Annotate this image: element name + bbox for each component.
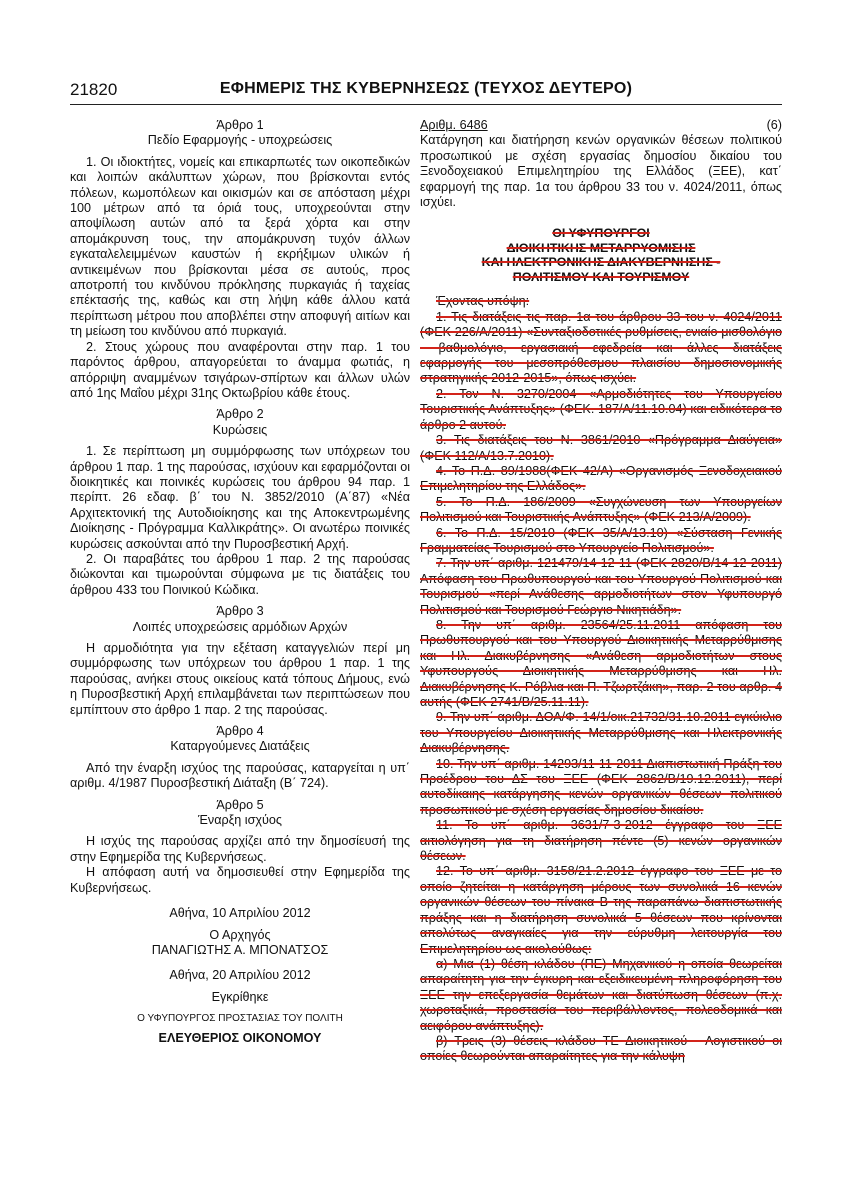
article-1-paragraph-2: 2. Στους χώρους που αναφέρονται στην παρ. 1 του παρόντος άρθρου, απαγορεύεται το άναμμα φωτιάς, η απόρριψη αναμμένων τσιγάρων-σπίρτων και άλλων υλών από 1ης Μαΐου μέχρι 31ης Οκτωβρίου κάθε έτους. xyxy=(70,339,410,400)
consideration-item: 4. Το Π.Δ. 89/1988(ΦΕΚ 42/Α) «Οργανισμός Ξενοδοχειακού Επιμελητηρίου της Ελλάδος». xyxy=(420,463,782,494)
article-4-paragraph-1: Από την έναρξη ισχύος της παρούσας, καταργείται η υπ΄ αριθμ. 4/1987 Πυροσβεστική Διάταξη (Β΄ 724). xyxy=(70,760,410,791)
consideration-item: 6. Το Π.Δ. 15/2010 (ΦΕΚ 35/Α/13.10) «Σύσταση Γενικής Γραμματείας Τουρισμού στο Υπουργείο Πολιτισμού». xyxy=(420,525,782,555)
article-2-label: Άρθρο 2 xyxy=(216,407,264,422)
consideration-item: 10. Την υπ΄ αριθμ. 14293/11-11-2011 Διαπιστωτική Πράξη του Προέδρου του ΔΣ του ΞΕΕ (ΦΕΚ 2862/Β/19.12.2011), περί αυτοδίκαιης κατάργησης κενών οργανικών θέσεων πολιτικού προσωπικού με σχέση εργασίας δημοσίου δικαίου. xyxy=(420,756,782,817)
minister-role: Ο ΥΦΥΠΟΥΡΓΟΣ ΠΡΟΣΤΑΣΙΑΣ ΤΟΥ ΠΟΛΙΤΗ xyxy=(137,1013,343,1025)
article-3-title: Λοιπές υποχρεώσεις αρμόδιων Αρχών xyxy=(132,619,348,634)
consideration-item: 7. Την υπ΄ αριθμ. 121479/14-12-11 (ΦΕΚ 2820/Β/14-12-2011) Απόφαση του Πρωθυπουργού και του Υπουργού Πολιτισμού και Τουρισμού «περί Ανάθεσης αρμοδιοτήτων στον Υφυπουργό Πολιτισμού και Τουρισμού Γεώργιο Νικητιάδη». xyxy=(420,556,782,617)
consideration-subitem: β) Τρεις (3) θέσεις κλάδου ΤΕ Διοικητικού - Λογιστικού οι οποίες θεωρούνται απαραίτητες για την κάλυψη xyxy=(420,1033,782,1064)
consideration-item: 12. Το υπ΄ αριθμ. 3158/21.2.2012 έγγραφο του ΞΕΕ με το οποίο ζητείται η κατάργηση μέρους των συνολικά 16 κενών οργανικών θέσεων του πίνακα Β της παραπάνω διαπιστωτικής πράξης και η διατήρηση συνολικά 5 θέσεων που κρίνονται απολύτως αναγκαίες για την εύρυθμη λειτουργία του Επιμελητηρίου ως ακολούθως: xyxy=(420,864,782,956)
consideration-item: 3. Τις διατάξεις του Ν. 3861/2010 «Πρόγραμμα Διαύγεια» (ΦΕΚ 112/Α/13.7.2010). xyxy=(420,433,782,463)
consideration-subitem: α) Μια (1) θέση κλάδου (ΠΕ) Μηχανικού η οποία θεωρείται απαραίτητη για την έγκυρη και εξειδικευμένη πληροφόρηση του ΞΕΕ την επεξεργασία θεμάτων και διατύπωση θέσεων (π.χ. χωροταξικά, προστασία του περιβάλλοντος, πολεοδομικά και αειφόρου ανάπτυξης). xyxy=(420,956,782,1033)
having-regard-label: Έχοντας υπόψη: xyxy=(436,294,530,309)
page-number: 21820 xyxy=(70,80,118,99)
decision-number: Αριθμ. 6486 xyxy=(420,118,488,132)
consideration-item: 1. Τις διατάξεις τις παρ. 1α του άρθρου 33 του ν. 4024/2011 (ΦΕΚ 226/Α/2011) «Συνταξιοδοτικές ρυθμίσεις, ενιαίο μισθολόγιο - βαθμολόγιο, εργασιακή εφεδρεία και άλλες διατάξεις εφαρμογής του μεσοπρόθεσμου πλαισίου δημοσιονομικής στρατηγικής 2012-2015», όπως ισχύει. xyxy=(420,309,782,386)
signing-date-2: Αθήνα, 20 Απριλίου 2012 xyxy=(169,968,311,983)
article-5-paragraph-1: Η ισχύς της παρούσας αρχίζει από την δημοσίευσή της στην Εφημερίδα της Κυβερνήσεως. xyxy=(70,834,410,864)
article-2-paragraph-1: 1. Σε περίπτωση μη συμμόρφωσης των υπόχρεων του άρθρου 1 παρ. 1 της παρούσας, ισχύουν και εφαρμόζονται οι διοικητικές και ποινικές κυρώσεις του άρθρου 94 παρ. 1 περίπτ. 26 εδαφ. β΄ του Ν. 3852/2010 (Α΄87) «Νέα Αρχιτεκτονική της Αυτοδιοίκησης και της Αποκεντρωμένης Διοίκησης - Πρόγραμμα Καλλικράτης». Οι ανωτέρω ποινικές κυρώσεις ασκούνται από την Πυροσβεστική Αρχή. xyxy=(70,444,410,551)
left-column xyxy=(70,118,410,1046)
article-5-title: Έναρξη ισχύος xyxy=(198,813,282,828)
decision-sequence: (6) xyxy=(766,118,782,132)
consideration-item: 11. Το υπ΄ αριθμ. 3631/7-3-2012 έγγραφο του ΞΕΕ αιτιολόγηση για τη διατήρηση πέντε (5) κενών οργανικών θέσεων. xyxy=(420,818,782,864)
article-2-paragraph-2: 2. Οι παραβάτες του άρθρου 1 παρ. 2 της παρούσας διώκονται και τιμωρούνται σύμφωνα με τις διατάξεις του άρθρου 433 του Ποινικού Κώδικα. xyxy=(70,551,410,597)
article-5-label: Άρθρο 5 xyxy=(216,797,264,812)
article-5-paragraph-2: Η απόφαση αυτή να δημοσιευθεί στην Εφημερίδα της Κυβερνήσεως. xyxy=(70,865,410,895)
considerations-list xyxy=(420,310,782,1065)
consideration-item: 5. Το Π.Δ. 186/2009 «Συγχώνευση των Υπουργείων Πολιτισμού και Τουριστικής Ανάπτυξης» (ΦΕΚ 213/Α/2009). xyxy=(420,494,782,525)
consideration-item: 8. Την υπ΄ αριθμ. 23564/25.11.2011 απόφαση του Πρωθυπουργού και του Υπουργού Διοικητικής Μεταρρύθμισης και Ηλ. Διακυβέρνησης «Ανάθεση αρμοδιοτήτων στους Υφυπουργούς Διοικητικής Μεταρρύθμισης και Ηλ. Διακυβέρνησης Κ. Ρόβλια και Π. Τζωρτζάκη», παρ. 2 του αρθρ. 4 αυτής (ΦΕΚ 2741/Β/25.11.11). xyxy=(420,617,782,709)
ministers-heading-line-3: ΚΑΙ ΗΛΕΚΤΡΟΝΙΚΗΣ ΔΙΑΚΥΒΕΡΝΗΣΗΣ - xyxy=(481,255,721,270)
article-3-label: Άρθρο 3 xyxy=(216,604,264,619)
ministers-heading-line-4: ΠΟΛΙΤΙΣΜΟΥ ΚΑΙ ΤΟΥΡΙΣΜΟΥ xyxy=(512,269,690,284)
signing-date-1: Αθήνα, 10 Απριλίου 2012 xyxy=(169,906,311,921)
article-2-title: Κυρώσεις xyxy=(212,422,268,437)
minister-name: ΕΛΕΥΘΕΡΙΟΣ ΟΙΚΟΝΟΜΟΥ xyxy=(158,1030,322,1045)
ministers-heading-line-2: ΔΙΟΙΚΗΤΙΚΗΣ ΜΕΤΑΡΡΥΘΜΙΣΗΣ xyxy=(506,240,696,255)
signer-role: Ο Αρχηγός xyxy=(209,927,271,942)
right-column xyxy=(420,118,782,1065)
header-rule xyxy=(70,104,782,105)
decision-subject: Κατάργηση και διατήρηση κενών οργανικών θέσεων πολιτικού προσωπικού με σχέση εργασίας δημοσίου δικαίου του Ξενοδοχειακού Επιμελητηρίου της Ελλάδος (ΞΕΕ), κατ΄ εφαρμογή της παρ. 1α του άρθρου 33 του ν. 4024/2011, όπως ισχύει. xyxy=(420,133,782,210)
ministers-heading-line-1: ΟΙ ΥΦΥΠΟΥΡΓΟΙ xyxy=(552,226,650,241)
gazette-title: ΕΦΗΜΕΡΙΣ ΤΗΣ ΚΥΒΕΡΝΗΣΕΩΣ (ΤΕΥΧΟΣ ΔΕΥΤΕΡΟ) xyxy=(219,80,633,97)
page-header xyxy=(70,80,782,102)
consideration-item: 2. Τον Ν. 3270/2004 «Αρμοδιότητες του Υπουργείου Τουριστικής Ανάπτυξης» (ΦΕΚ. 187/Α/11.10.04) και ειδικότερα το άρθρο 2 αυτού. xyxy=(420,386,782,432)
article-4-label: Άρθρο 4 xyxy=(216,724,264,739)
article-1-title: Πεδίο Εφαρμογής - υποχρεώσεις xyxy=(147,133,333,148)
approval-note: Εγκρίθηκε xyxy=(211,989,269,1004)
article-3-paragraph-1: Η αρμοδιότητα για την εξέταση καταγγελιών περί μη συμμόρφωσης των υπόχρεων του άρθρου 1 παρ. 1 της παρούσας, ανήκει στους οικείους κατά τόπους Δήμους, ενώ η Πυροσβεστική Αρχή επιλαμβάνεται των περιπτώσεων που εμπίπτουν στο άρθρο 1 παρ. 2 της παρούσας. xyxy=(70,641,410,717)
decision-number-row xyxy=(420,118,782,133)
article-1-label: Άρθρο 1 xyxy=(216,118,264,132)
article-4-title: Καταργούμενες Διατάξεις xyxy=(170,739,310,754)
ministers-heading xyxy=(420,226,782,284)
article-1-paragraph-1: 1. Οι ιδιοκτήτες, νομείς και επικαρπωτές των οικοπεδικών και λοιπών ακάλυπτων χώρων, που βρίσκονται εντός πόλεων, κωμοπόλεων και οικισμών και σε απόσταση μέχρι 100 μέτρων από τα όριά τους, υποχρεούνται στην αποψίλωση αυτών από τα ξερά χόρτα και στην απομάκρυνση τους, την απομάκρυνση τυχόν άλλων εγκαταλελειμμένων καυστών ή εκρήξιμων υλικών ή αντικειμένων που βρίσκονται μέσα σε αυτούς, προς αποτροπή του κινδύνου πρόκλησης πυρκαγιάς ή ταχείας επέκτασής της, καθώς και στη λήψη κάθε άλλου κατά περίπτωση μέτρου που αποβλέπει στην αποφυγή αιτίων και τη μείωση του κινδύνου από πυρκαγιά. xyxy=(70,154,410,339)
signer-name: ΠΑΝΑΓΙΩΤΗΣ Α. ΜΠΟΝΑΤΣΟΣ xyxy=(151,942,329,957)
consideration-item: 9. Την υπ΄ αριθμ. ΔΟΑ/Φ. 14/1/οικ.21732/31.10.2011 εγκύκλιο του Υπουργείου Διοικητικής Μεταρρύθμισης και Ηλεκτρονικής Διακυβέρνησης. xyxy=(420,710,782,756)
